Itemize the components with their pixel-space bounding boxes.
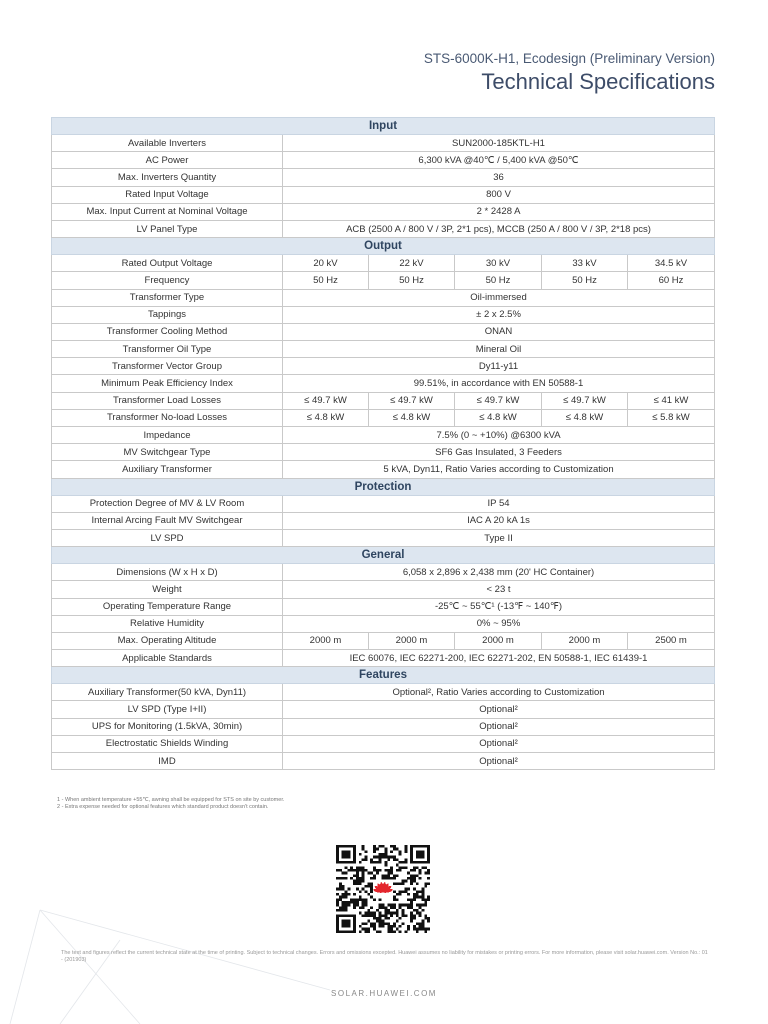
spec-row — [52, 341, 715, 358]
spec-row — [52, 615, 715, 632]
spec-value: 2500 m — [628, 632, 715, 649]
spec-row — [52, 512, 715, 529]
spec-row — [52, 529, 715, 546]
spec-row — [52, 220, 715, 237]
spec-row — [52, 461, 715, 478]
spec-row — [52, 650, 715, 667]
spec-value: 20 kV — [283, 255, 369, 272]
spec-value: 5 kVA, Dyn11, Ratio Varies according to Customization — [283, 461, 715, 478]
spec-value: ≤ 4.8 kW — [455, 409, 542, 426]
spec-value: 6,300 kVA @40℃ / 5,400 kVA @50℃ — [283, 152, 715, 169]
spec-label: Dimensions (W x H x D) — [52, 564, 283, 581]
spec-row — [52, 444, 715, 461]
spec-value: SF6 Gas Insulated, 3 Feeders — [283, 444, 715, 461]
section-title: General — [52, 547, 715, 564]
spec-row — [52, 255, 715, 272]
spec-value: 0% ~ 95% — [283, 615, 715, 632]
spec-value: 30 kV — [455, 255, 542, 272]
section-header-protection — [52, 478, 715, 495]
spec-value: 800 V — [283, 186, 715, 203]
spec-row — [52, 135, 715, 152]
spec-value: ≤ 4.8 kW — [369, 409, 455, 426]
spec-value: ≤ 4.8 kW — [542, 409, 628, 426]
section-title: Input — [52, 118, 715, 135]
footer-website-link[interactable]: SOLAR.HUAWEI.COM — [331, 989, 437, 998]
spec-label: LV SPD (Type I+II) — [52, 701, 283, 718]
spec-value: Oil-immersed — [283, 289, 715, 306]
spec-value: 34.5 kV — [628, 255, 715, 272]
spec-label: Transformer Cooling Method — [52, 323, 283, 340]
section-header-general — [52, 547, 715, 564]
spec-value: Optional², Ratio Varies according to Customization — [283, 684, 715, 701]
section-header-input — [52, 118, 715, 135]
spec-value: Optional² — [283, 735, 715, 752]
spec-label: Rated Output Voltage — [52, 255, 283, 272]
spec-value: ONAN — [283, 323, 715, 340]
spec-row — [52, 306, 715, 323]
spec-value: 2000 m — [455, 632, 542, 649]
spec-label: Transformer Type — [52, 289, 283, 306]
spec-label: Weight — [52, 581, 283, 598]
spec-label: LV SPD — [52, 529, 283, 546]
spec-label: Available Inverters — [52, 135, 283, 152]
spec-row — [52, 718, 715, 735]
spec-value: ± 2 x 2.5% — [283, 306, 715, 323]
spec-label: UPS for Monitoring (1.5kVA, 30min) — [52, 718, 283, 735]
spec-value: Optional² — [283, 701, 715, 718]
spec-value: ≤ 41 kW — [628, 392, 715, 409]
spec-row — [52, 323, 715, 340]
spec-label: Tappings — [52, 306, 283, 323]
spec-value: IP 54 — [283, 495, 715, 512]
spec-row — [52, 152, 715, 169]
spec-value: Dy11-y11 — [283, 358, 715, 375]
spec-row — [52, 272, 715, 289]
spec-value: ≤ 49.7 kW — [283, 392, 369, 409]
spec-label: Auxiliary Transformer — [52, 461, 283, 478]
section-title: Features — [52, 667, 715, 684]
spec-value: Type II — [283, 529, 715, 546]
footnote-1: 1 - When ambient temperature +55℃, awning shall be equipped for STS on site by customer. — [57, 797, 285, 803]
spec-row — [52, 753, 715, 770]
spec-value: 50 Hz — [369, 272, 455, 289]
spec-label: Frequency — [52, 272, 283, 289]
spec-row — [52, 735, 715, 752]
spec-value: IAC A 20 kA 1s — [283, 512, 715, 529]
section-title: Protection — [52, 478, 715, 495]
spec-value: IEC 60076, IEC 62271-200, IEC 62271-202, EN 50588-1, IEC 61439-1 — [283, 650, 715, 667]
footnote-2: 2 - Extra expense needed for optional features which standard product doesn't contain. — [57, 804, 269, 810]
spec-label: Rated Input Voltage — [52, 186, 283, 203]
spec-value: SUN2000-185KTL-H1 — [283, 135, 715, 152]
spec-value: ACB (2500 A / 800 V / 3P, 2*1 pcs), MCCB (250 A / 800 V / 3P, 2*18 pcs) — [283, 220, 715, 237]
spec-label: IMD — [52, 753, 283, 770]
spec-row — [52, 564, 715, 581]
spec-value: 99.51%, in accordance with EN 50588-1 — [283, 375, 715, 392]
spec-value: 2000 m — [542, 632, 628, 649]
spec-row — [52, 632, 715, 649]
spec-value: 6,058 x 2,896 x 2,438 mm (20' HC Container) — [283, 564, 715, 581]
spec-row — [52, 375, 715, 392]
spec-value: 2 * 2428 A — [283, 203, 715, 220]
spec-value: 50 Hz — [283, 272, 369, 289]
spec-label: Electrostatic Shields Winding — [52, 735, 283, 752]
spec-label: Transformer Oil Type — [52, 341, 283, 358]
spec-row — [52, 427, 715, 444]
spec-value: Optional² — [283, 753, 715, 770]
spec-label: Internal Arcing Fault MV Switchgear — [52, 512, 283, 529]
spec-label: Transformer Load Losses — [52, 392, 283, 409]
spec-value: -25℃ ~ 55℃¹ (-13℉ ~ 140℉) — [283, 598, 715, 615]
spec-row — [52, 598, 715, 615]
spec-value: Mineral Oil — [283, 341, 715, 358]
spec-label: Auxiliary Transformer(50 kVA, Dyn11) — [52, 684, 283, 701]
spec-value: 33 kV — [542, 255, 628, 272]
spec-row — [52, 358, 715, 375]
spec-label: Relative Humidity — [52, 615, 283, 632]
spec-row — [52, 581, 715, 598]
section-header-output — [52, 238, 715, 255]
spec-label: MV Switchgear Type — [52, 444, 283, 461]
spec-row — [52, 203, 715, 220]
spec-label: Protection Degree of MV & LV Room — [52, 495, 283, 512]
spec-label: Minimum Peak Efficiency Index — [52, 375, 283, 392]
spec-value: 60 Hz — [628, 272, 715, 289]
spec-row — [52, 701, 715, 718]
section-title: Output — [52, 238, 715, 255]
spec-row — [52, 169, 715, 186]
spec-value: ≤ 5.8 kW — [628, 409, 715, 426]
spec-label: Operating Temperature Range — [52, 598, 283, 615]
spec-label: AC Power — [52, 152, 283, 169]
spec-label: Impedance — [52, 427, 283, 444]
spec-value: 50 Hz — [542, 272, 628, 289]
spec-label: Max. Inverters Quantity — [52, 169, 283, 186]
spec-label: LV Panel Type — [52, 220, 283, 237]
footnotes — [57, 797, 284, 811]
spec-value: 36 — [283, 169, 715, 186]
spec-row — [52, 409, 715, 426]
spec-label: Transformer No-load Losses — [52, 409, 283, 426]
spec-row — [52, 495, 715, 512]
spec-value: 2000 m — [283, 632, 369, 649]
document-subtitle: STS-6000K-H1, Ecodesign (Preliminary Version) — [423, 51, 715, 66]
spec-label: Max. Operating Altitude — [52, 632, 283, 649]
spec-row — [52, 289, 715, 306]
spec-value: 22 kV — [369, 255, 455, 272]
spec-value: ≤ 49.7 kW — [455, 392, 542, 409]
disclaimer-text: The text and figures reflect the current technical state at the time of printing. Subject to technical changes. Errors and omissions excepted. Huawei assumes no liability for mistakes or printing errors. For more information, please visit solar.huawei.com. Version No.: 01 - (201903) — [61, 950, 708, 963]
spec-value: ≤ 49.7 kW — [369, 392, 455, 409]
spec-row — [52, 684, 715, 701]
section-header-features — [52, 667, 715, 684]
spec-label: Transformer Vector Group — [52, 358, 283, 375]
spec-value: 50 Hz — [455, 272, 542, 289]
spec-row — [52, 186, 715, 203]
spec-value: ≤ 49.7 kW — [542, 392, 628, 409]
spec-label: Max. Input Current at Nominal Voltage — [52, 203, 283, 220]
document-title: Technical Specifications — [481, 69, 715, 94]
spec-value: ≤ 4.8 kW — [283, 409, 369, 426]
spec-label: Applicable Standards — [52, 650, 283, 667]
spec-value: 7.5% (0 ~ +10%) @6300 kVA — [283, 427, 715, 444]
spec-value: 2000 m — [369, 632, 455, 649]
spec-value: Optional² — [283, 718, 715, 735]
specifications-table — [51, 117, 715, 770]
spec-row — [52, 392, 715, 409]
spec-value: < 23 t — [283, 581, 715, 598]
qr-code[interactable] — [336, 845, 430, 933]
